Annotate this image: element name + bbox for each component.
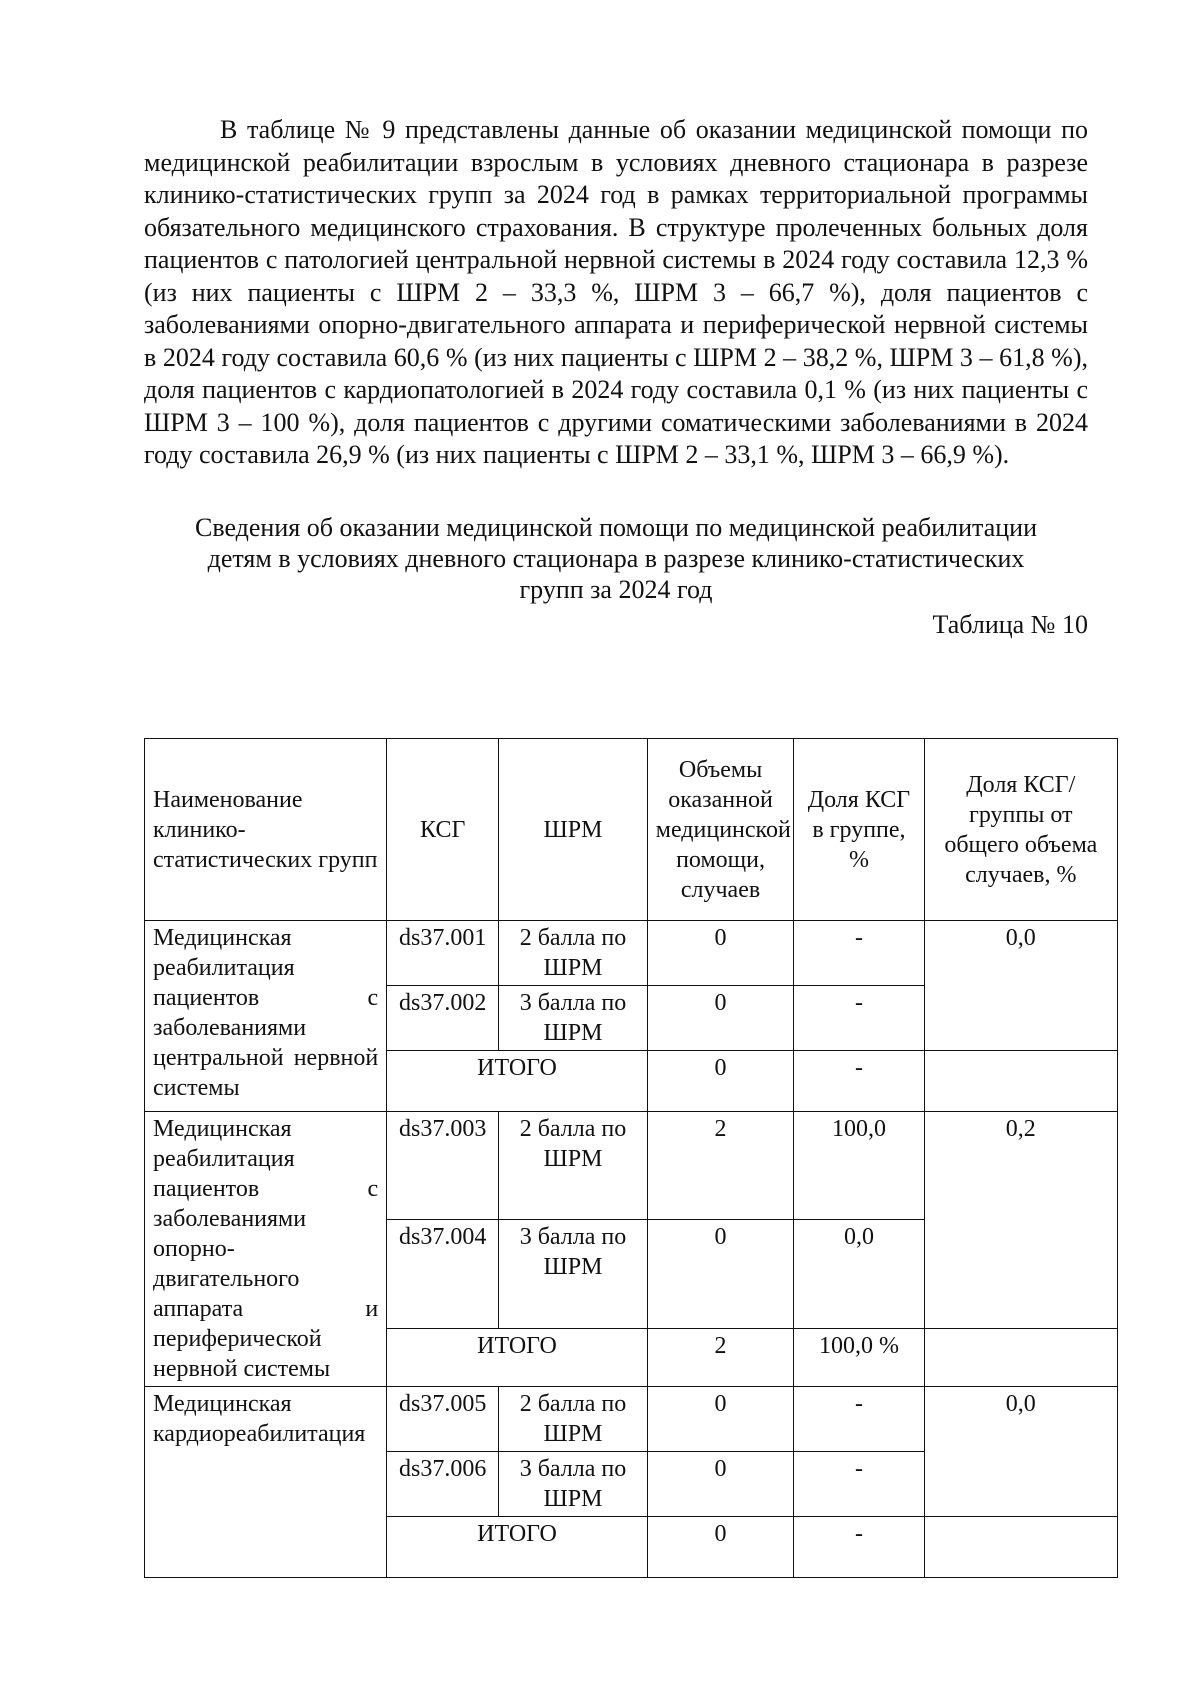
ksg-cell: ds37.001 bbox=[387, 921, 499, 986]
empty-cell bbox=[924, 1051, 1117, 1112]
volume-cell: 2 bbox=[647, 1112, 794, 1220]
volume-cell: 0 bbox=[647, 921, 794, 986]
caption-line-3: групп за 2024 год bbox=[519, 574, 713, 604]
header-volume: Объемы оказанной медицинской помощи, случаев bbox=[647, 739, 794, 921]
shrm-cell: 3 балла по ШРМ bbox=[499, 1452, 648, 1517]
header-share-in-group: Доля КСГ в группе, % bbox=[794, 739, 924, 921]
caption-line-2: детям в условиях дневного стационара в разрезе клинико-статистических bbox=[207, 543, 1025, 573]
shrm-cell: 3 балла по ШРМ bbox=[499, 1220, 648, 1328]
empty-cell bbox=[924, 1328, 1117, 1386]
ksg-cell: ds37.004 bbox=[387, 1220, 499, 1328]
total-label-cell: ИТОГО bbox=[387, 1328, 648, 1386]
share-cell: 0,0 bbox=[794, 1220, 924, 1328]
share-total-cell: 0,0 bbox=[924, 1387, 1117, 1517]
share-total-cell: 0,0 bbox=[924, 921, 1117, 1051]
shrm-cell: 3 балла по ШРМ bbox=[499, 986, 648, 1051]
ksg-cell: ds37.006 bbox=[387, 1452, 499, 1517]
shrm-cell: 2 балла по ШРМ bbox=[499, 1112, 648, 1220]
volume-cell: 0 bbox=[647, 986, 794, 1051]
shrm-cell: 2 балла по ШРМ bbox=[499, 1387, 648, 1452]
table-number-label: Таблица № 10 bbox=[932, 609, 1088, 639]
volume-cell: 0 bbox=[647, 1387, 794, 1452]
empty-cell bbox=[924, 1517, 1117, 1578]
total-label-cell: ИТОГО bbox=[387, 1517, 648, 1578]
shrm-cell: 2 балла по ШРМ bbox=[499, 921, 648, 986]
rehabilitation-table bbox=[144, 738, 1118, 1578]
total-volume-cell: 0 bbox=[647, 1517, 794, 1578]
volume-cell: 0 bbox=[647, 1220, 794, 1328]
caption-line-1: Сведения об оказании медицинской помощи по медицинской реабилитации bbox=[195, 512, 1037, 542]
table-caption bbox=[144, 512, 1088, 605]
header-group-name: Наименование клинико-статистических групп bbox=[145, 739, 387, 921]
volume-cell: 0 bbox=[647, 1452, 794, 1517]
total-volume-cell: 0 bbox=[647, 1051, 794, 1112]
total-share-cell: - bbox=[794, 1517, 924, 1578]
share-cell: - bbox=[794, 1452, 924, 1517]
total-share-cell: - bbox=[794, 1051, 924, 1112]
group-name-cell: Медицинская реабилитация пациентов с заболеваниями опорно-двигательного аппарата и периферической нервной системы bbox=[145, 1112, 387, 1387]
ksg-cell: ds37.005 bbox=[387, 1387, 499, 1452]
share-cell: 100,0 bbox=[794, 1112, 924, 1220]
share-total-cell: 0,2 bbox=[924, 1112, 1117, 1329]
total-share-cell: 100,0 % bbox=[794, 1328, 924, 1386]
share-cell: - bbox=[794, 921, 924, 986]
header-shrm: ШРМ bbox=[499, 739, 648, 921]
intro-paragraph: В таблице № 9 представлены данные об оказании медицинской помощи по медицинской реабилитации взрослым в условиях дневного стационара в разрезе клинико-статистических групп за 2024 год в рамках территориальной программы обязательного медицинского страхования. В структуре пролеченных больных доля пациентов с патологией центральной нервной системы в 2024 году составила 12,3 % (из них пациенты с ШРМ 2 – 33,3 %, ШРМ 3 – 66,7 %), доля пациентов с заболеваниями опорно-двигательного аппарата и периферической нервной системы в 2024 году составила 60,6 % (из них пациенты с ШРМ 2 – 38,2 %, ШРМ 3 – 61,8 %), доля пациентов с кардиопатологией в 2024 году составила 0,1 % (из них пациенты с ШРМ 3 – 100 %), доля пациентов с другими соматическими заболеваниями в 2024 году составила 26,9 % (из них пациенты с ШРМ 2 – 33,1 %, ШРМ 3 – 66,9 %). bbox=[144, 115, 1088, 469]
share-cell: - bbox=[794, 1387, 924, 1452]
group-name-cell: Медицинская реабилитация пациентов с заболеваниями центральной нервной системы bbox=[145, 921, 387, 1112]
total-volume-cell: 2 bbox=[647, 1328, 794, 1386]
share-cell: - bbox=[794, 986, 924, 1051]
table-header-row bbox=[145, 739, 1118, 921]
ksg-cell: ds37.003 bbox=[387, 1112, 499, 1220]
header-ksg: КСГ bbox=[387, 739, 499, 921]
table-row bbox=[145, 1387, 1118, 1452]
group-name-cell: Медицинская кардиореабилитация bbox=[145, 1387, 387, 1578]
header-share-total: Доля КСГ/ группы от общего объема случаев, % bbox=[924, 739, 1117, 921]
table-row bbox=[145, 1112, 1118, 1220]
total-label-cell: ИТОГО bbox=[387, 1051, 648, 1112]
ksg-cell: ds37.002 bbox=[387, 986, 499, 1051]
table-row bbox=[145, 921, 1118, 986]
document-page bbox=[144, 114, 1088, 641]
